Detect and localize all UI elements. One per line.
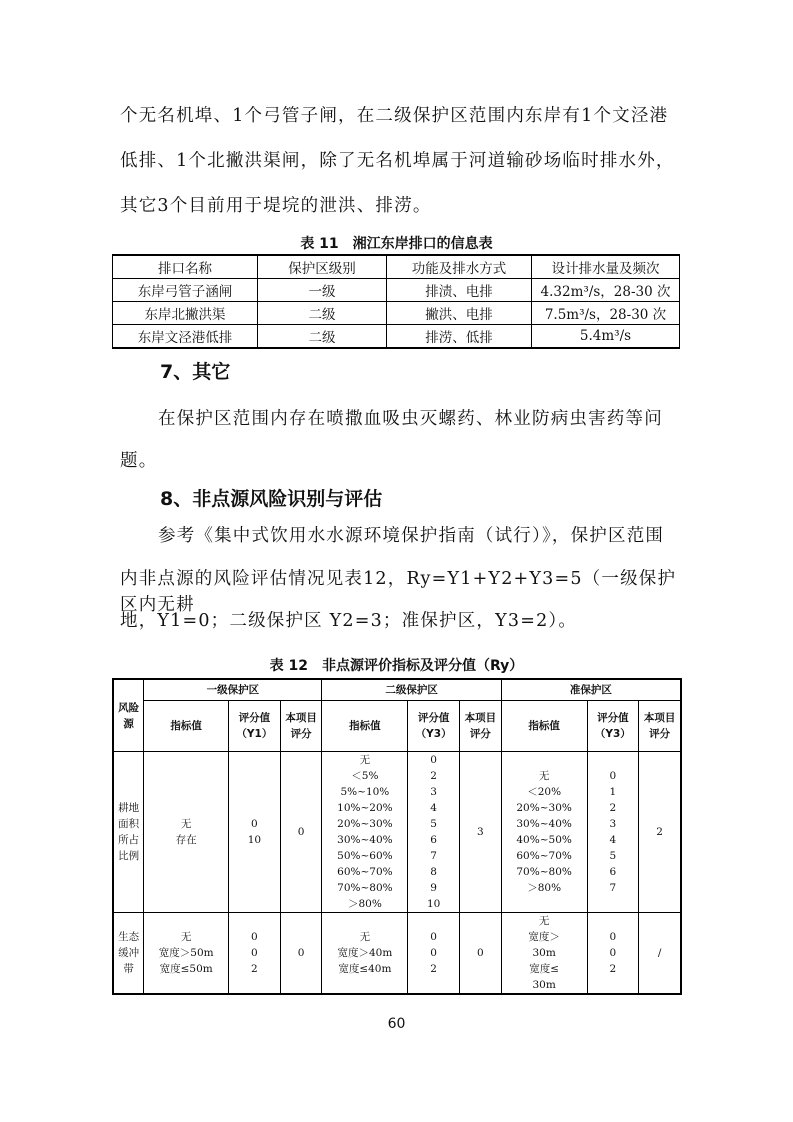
table-row (113, 325, 680, 349)
table-cell: 二级 (258, 302, 387, 325)
table-cell: 0 10 (229, 752, 281, 913)
group-header-level2: 二级保护区 (322, 679, 501, 701)
table-cell: 无 宽度＞40m 宽度≤40m (322, 913, 408, 995)
group-header-quasi: 准保护区 (501, 679, 681, 701)
table12-caption: 表 12 非点源评价指标及评分值（Ry） (269, 658, 524, 674)
table-cell: 0 (280, 752, 322, 913)
table-row (113, 279, 680, 302)
section8-heading: 8、非点源风险识别与评估 (160, 488, 383, 510)
score-header: 评分值（Y1） (229, 701, 281, 752)
table-cell: 排涝、低排 (387, 325, 532, 349)
table11-header: 保护区级别 (258, 255, 387, 279)
table11-header: 排口名称 (113, 255, 258, 279)
section8-line-2: 内非点源的风险评估情况见表12，Ry=Y1+Y2+Y3=5（一级保护区内无耕 (120, 569, 677, 615)
table-cell: 无 ＜5% 5%~10% 10%~20% 20%~30% 30%~40% 50%~60% 60%~70% 70%~80% ＞80% (322, 752, 408, 913)
table-cell: 0 0 2 (229, 913, 281, 995)
score-header: 评分值（Y3） (408, 701, 460, 752)
intro-line-3: 其它3个目前用于堤垸的泄洪、排涝。 (120, 196, 432, 216)
intro-line-1: 个无名机埠、1个弓管子闸，在二级保护区范围内东岸有1个文泾港 (120, 106, 669, 126)
table-cell: 撇洪、电排 (387, 302, 532, 325)
section8-line-3: 地，Y1=0；二级保护区 Y2=3；准保护区，Y3=2）。 (120, 611, 578, 631)
item-score-header: 本项目评分 (280, 701, 322, 752)
table-row (113, 913, 681, 995)
page-number: 60 (387, 1016, 406, 1032)
indicator-header: 指标值 (322, 701, 408, 752)
table-cell: 无 ＜20% 20%~30% 30%~40% 40%~50% 60%~70% 70%~80% ＞80% (501, 752, 587, 913)
table-cell: 0 (280, 913, 322, 995)
table-cell: 3 (459, 752, 501, 913)
table-cell: 0 0 2 (408, 913, 460, 995)
item-score-header: 本项目评分 (639, 701, 681, 752)
table-cell: 4.32m³/s，28-30 次 (532, 279, 680, 302)
table-row (113, 752, 681, 913)
table12 (112, 678, 682, 995)
table-cell: 排渍、电排 (387, 279, 532, 302)
table11-header: 功能及排水方式 (387, 255, 532, 279)
section7-heading: 7、其它 (160, 361, 231, 383)
table-cell: 0 0 2 (587, 913, 639, 995)
table-cell: 东岸弓管子涵闸 (113, 279, 258, 302)
item-score-header: 本项目评分 (459, 701, 501, 752)
table-cell: 无 宽度＞ 30m 宽度≤ 30m (501, 913, 587, 995)
group-header-level1: 一级保护区 (144, 679, 322, 701)
table11-caption: 表 11 湘江东岸排口的信息表 (300, 236, 493, 252)
table-cell: 无 宽度＞50m 宽度≤50m (144, 913, 229, 995)
table-row (113, 302, 680, 325)
table-cell: 2 (639, 752, 681, 913)
table-cell: 0 (459, 913, 501, 995)
risk-source-header: 风险源 (113, 679, 144, 752)
table11 (112, 254, 680, 349)
intro-line-2: 低排、1个北撇洪渠闸，除了无名机埠属于河道输砂场临时排水外， (120, 151, 675, 171)
table-cell: 一级 (258, 279, 387, 302)
table-cell: 无 存在 (144, 752, 229, 913)
table-cell: 0 1 2 3 4 5 6 7 (587, 752, 639, 913)
table-header-row (113, 255, 680, 279)
table-header-row (113, 701, 681, 752)
section8-line-1: 参考《集中式饮用水水源环境保护指南（试行）》，保护区范围 (158, 526, 665, 546)
risk-source-cell: 生态缓冲带 (113, 913, 144, 995)
table11-header: 设计排水量及频次 (532, 255, 680, 279)
indicator-header: 指标值 (144, 701, 229, 752)
table-cell: / (639, 913, 681, 995)
table-cell: 东岸北撇洪渠 (113, 302, 258, 325)
table-cell: 7.5m³/s，28-30 次 (532, 302, 680, 325)
score-header: 评分值（Y3） (587, 701, 639, 752)
risk-source-cell: 耕地面积所占比例 (113, 752, 144, 913)
indicator-header: 指标值 (501, 701, 587, 752)
table-cell: 0 2 3 4 5 6 7 8 9 10 (408, 752, 460, 913)
table-cell: 东岸文泾港低排 (113, 325, 258, 349)
table-cell: 5.4m³/s (532, 325, 680, 349)
table-header-row (113, 679, 681, 701)
section7-text: 在保护区范围内存在喷撒血吸虫灭螺药、林业防病虫害药等问题。 (120, 409, 663, 471)
table-cell: 二级 (258, 325, 387, 349)
